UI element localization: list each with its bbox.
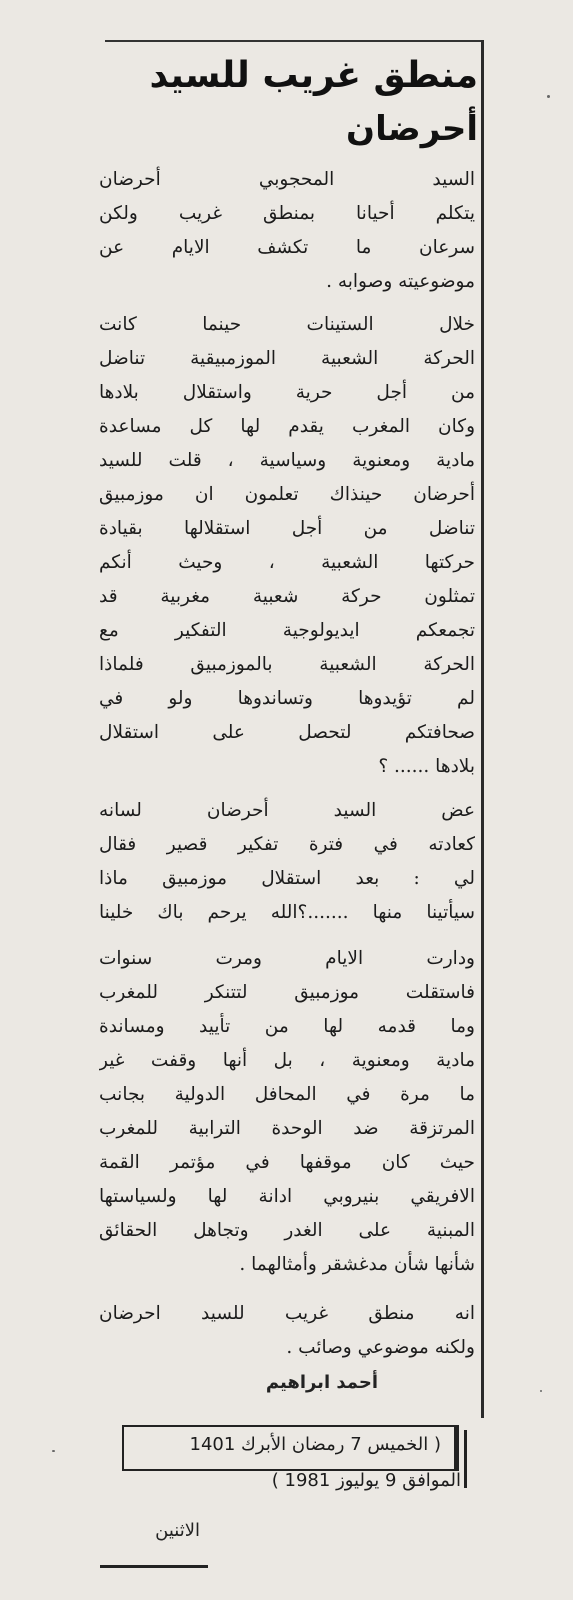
text-line: خلال الستينات حينما كانت xyxy=(99,314,475,335)
text-line: السيد المحجوبي أحرضان xyxy=(99,169,475,190)
text-line: مادية ومعنوية وسياسية ، قلت للسيد xyxy=(99,450,475,471)
text-line: حيث كان موقفها في مؤتمر القمة xyxy=(99,1152,475,1173)
top-rule xyxy=(105,40,483,42)
headline-line-1: منطق غريب للسيد xyxy=(149,55,478,96)
date-line-1: ( الخميس 7 رمضان الأبرك 1401 xyxy=(189,1434,441,1455)
article-paragraph-4 xyxy=(99,942,475,1282)
text-line: لي : بعد استقلال موزمبيق ماذا xyxy=(99,868,475,889)
text-line: وما قدمه لها من تأييد ومساندة xyxy=(99,1016,475,1037)
text-line: كعادته في فترة تفكير قصير فقال xyxy=(99,834,475,855)
paper-speck xyxy=(540,1390,542,1392)
text-line: ولكنه موضوعي وصائب . xyxy=(286,1337,475,1358)
text-line: تناضل من أجل استقلالها بقيادة xyxy=(99,518,475,539)
text-line: تجمعكم ايديولوجية التفكير مع xyxy=(99,620,475,641)
text-line: ما مرة في المحافل الدولية بجانب xyxy=(99,1084,475,1105)
headline-line-2: أحرضان xyxy=(346,109,478,149)
text-line: المبنية على الغدر وتجاهل الحقائق xyxy=(99,1220,475,1241)
article-paragraph-5 xyxy=(99,1297,475,1365)
text-line: عض السيد أحرضان لسانه xyxy=(99,800,475,821)
text-line: وكان المغرب يقدم لها كل مساعدة xyxy=(99,416,475,437)
text-line: يتكلم أحيانا بمنطق غريب ولكن xyxy=(99,203,475,224)
text-line: لم تؤيدوها وتساندوها ولو في xyxy=(99,688,475,709)
day-label: الاثنين xyxy=(155,1520,200,1541)
bottom-rule xyxy=(100,1565,208,1568)
text-line: تمثلون حركة شعبية مغربية قد xyxy=(99,586,475,607)
article-paragraph-1 xyxy=(99,163,475,299)
date-line-2: الموافق 9 يوليوز 1981 ) xyxy=(271,1470,461,1491)
text-line: ودارت الايام ومرت سنوات xyxy=(99,948,475,969)
text-line: موضوعيته وصوابه . xyxy=(326,271,475,292)
text-line: المرتزقة ضد الوحدة الترابية للمغرب xyxy=(99,1118,475,1139)
text-line: صحافتكم لتحصل على استقلال xyxy=(99,722,475,743)
article-paragraph-3 xyxy=(99,794,475,930)
text-line: شأنها شأن مدغشقر وأمثالهما . xyxy=(239,1254,475,1275)
text-line: الحركة الشعبية بالموزمبيق فلماذا xyxy=(99,654,475,675)
text-line: الحركة الشعبية الموزمبيقية تناضل xyxy=(99,348,475,369)
text-line: حركتها الشعبية ، وحيث أنكم xyxy=(99,552,475,573)
paper-speck xyxy=(547,95,550,98)
text-line: سيأتينا منها .......؟الله يرحم باك خلينا xyxy=(99,902,475,923)
date-bracket xyxy=(464,1430,467,1488)
paper-speck xyxy=(52,1450,55,1452)
article-paragraph-2 xyxy=(99,308,475,784)
text-line: من أجل حرية واستقلال بلادها xyxy=(99,382,475,403)
text-line: سرعان ما تكشف الايام عن xyxy=(99,237,475,258)
text-line: أحرضان حينذاك تعلمون ان موزمبيق xyxy=(99,484,475,505)
text-line: بلادها ...... ؟ xyxy=(378,756,475,777)
column-rule xyxy=(481,40,484,1418)
text-line: مادية ومعنوية ، بل أنها وقفت غير xyxy=(99,1050,475,1071)
text-line: الافريقي بنيروبي ادانة لها ولسياستها xyxy=(99,1186,475,1207)
author-signature: أحمد ابراهيم xyxy=(265,1372,378,1393)
text-line: فاستقلت موزمبيق لتتنكر للمغرب xyxy=(99,982,475,1003)
text-line: انه منطق غريب للسيد احرضان xyxy=(99,1303,475,1324)
